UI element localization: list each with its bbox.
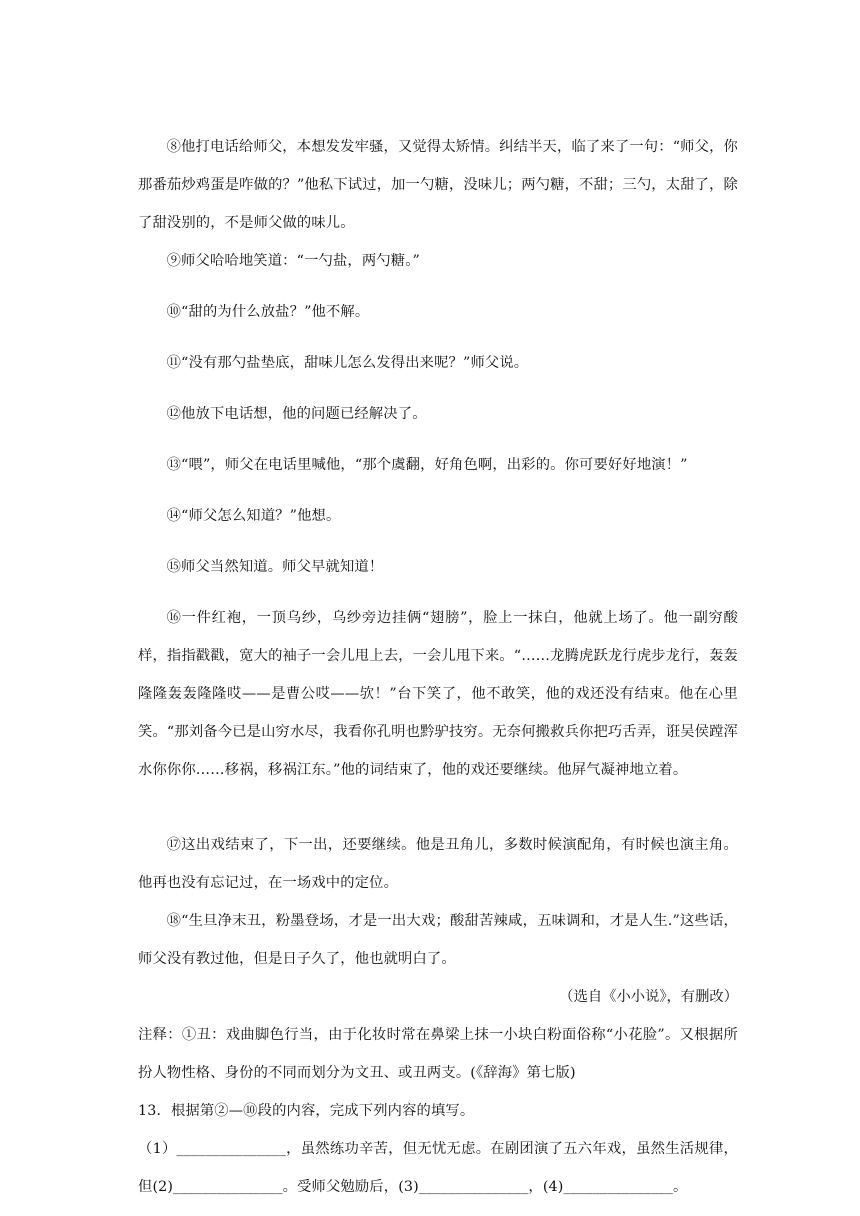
paragraph-13: ⑬“喂”，师父在电话里喊他，“那个虞翻，好角色啊，出彩的。你可要好好地演！”: [166, 457, 688, 473]
footnote: 注释：①丑：戏曲脚色行当，由于化妆时常在鼻梁上抹一小块白粉面俗称“小花脸”。又根据所扮人物性格、身份的不同而划分为文丑、或丑两支。(《辞海》第七版): [138, 1027, 738, 1081]
source-citation: （选自《小小说》，有删改）: [559, 989, 738, 1005]
paragraph-8: ⑧他打电话给师父，本想发发牢骚，又觉得太矫情。纠结半天，临了来了一句：“师父，你那番茄炒鸡蛋是咋做的？”他私下试过，加一勺糖，没味儿；两勺糖，不甜；三勺，太甜了，除了甜没别的，不是师父做的味儿。: [138, 139, 738, 231]
paragraph-16: ⑯一件红袍，一顶乌纱，乌纱旁边挂俩“翅膀”，脸上一抹白，他就上场了。他一副穷酸样，指指戳戳，宽大的袖子一会儿甩上去，一会儿甩下来。“……龙腾虎跃龙行虎步龙行，轰轰隆隆轰轰隆隆哎——是曹公哎——欤！”台下笑了，他不敢笑，他的戏还没有结束。他在心里笑。“那刘备今已是山穷水尽，我看你孔明也黔驴技穷。无奈何搬救兵你把巧舌弄，诳吴侯蹚浑水你你你……移祸，移祸江东。”他的词结束了，他的戏还要继续。他屏气凝神地立着。: [138, 610, 738, 778]
paragraph-11: ⑪“没有那勺盐垫底，甜味儿怎么发得出来呢？”师父说。: [166, 355, 529, 371]
paragraph-17: ⑰这出戏结束了，下一出，还要继续。他是丑角儿，多数时候演配角，有时候也演主角。他再也没有忘记过，在一场戏中的定位。: [138, 837, 738, 891]
question-13: 13．根据第②—⑩段的内容，完成下列内容的填写。: [138, 1103, 475, 1119]
paragraph-14: ⑭“师父怎么知道？”他想。: [166, 508, 341, 524]
paragraph-9: ⑨师父哈哈地笑道：“一勺盐，两勺糖。”: [166, 253, 420, 269]
question-13-answer-blanks: （1）_______________，虽然练功辛苦，但无忧无虑。在剧团演了五六年戏，虽然生活规律，但(2)_______________。受师父勉励后，(3)_______________，(4)_______________。: [138, 1141, 738, 1195]
paragraph-15: ⑮师父当然知道。师父早就知道！: [166, 559, 384, 575]
paragraph-12: ⑫他放下电话想，他的问题已经解决了。: [166, 406, 427, 422]
paragraph-10: ⑩“甜的为什么放盐？”他不解。: [166, 304, 370, 320]
paragraph-18: ⑱“生旦净末丑，粉墨登场，才是一出大戏；酸甜苦辣咸，五味调和，才是人生.”这些话，师父没有教过他，但是日子久了，他也就明白了。: [138, 913, 738, 967]
